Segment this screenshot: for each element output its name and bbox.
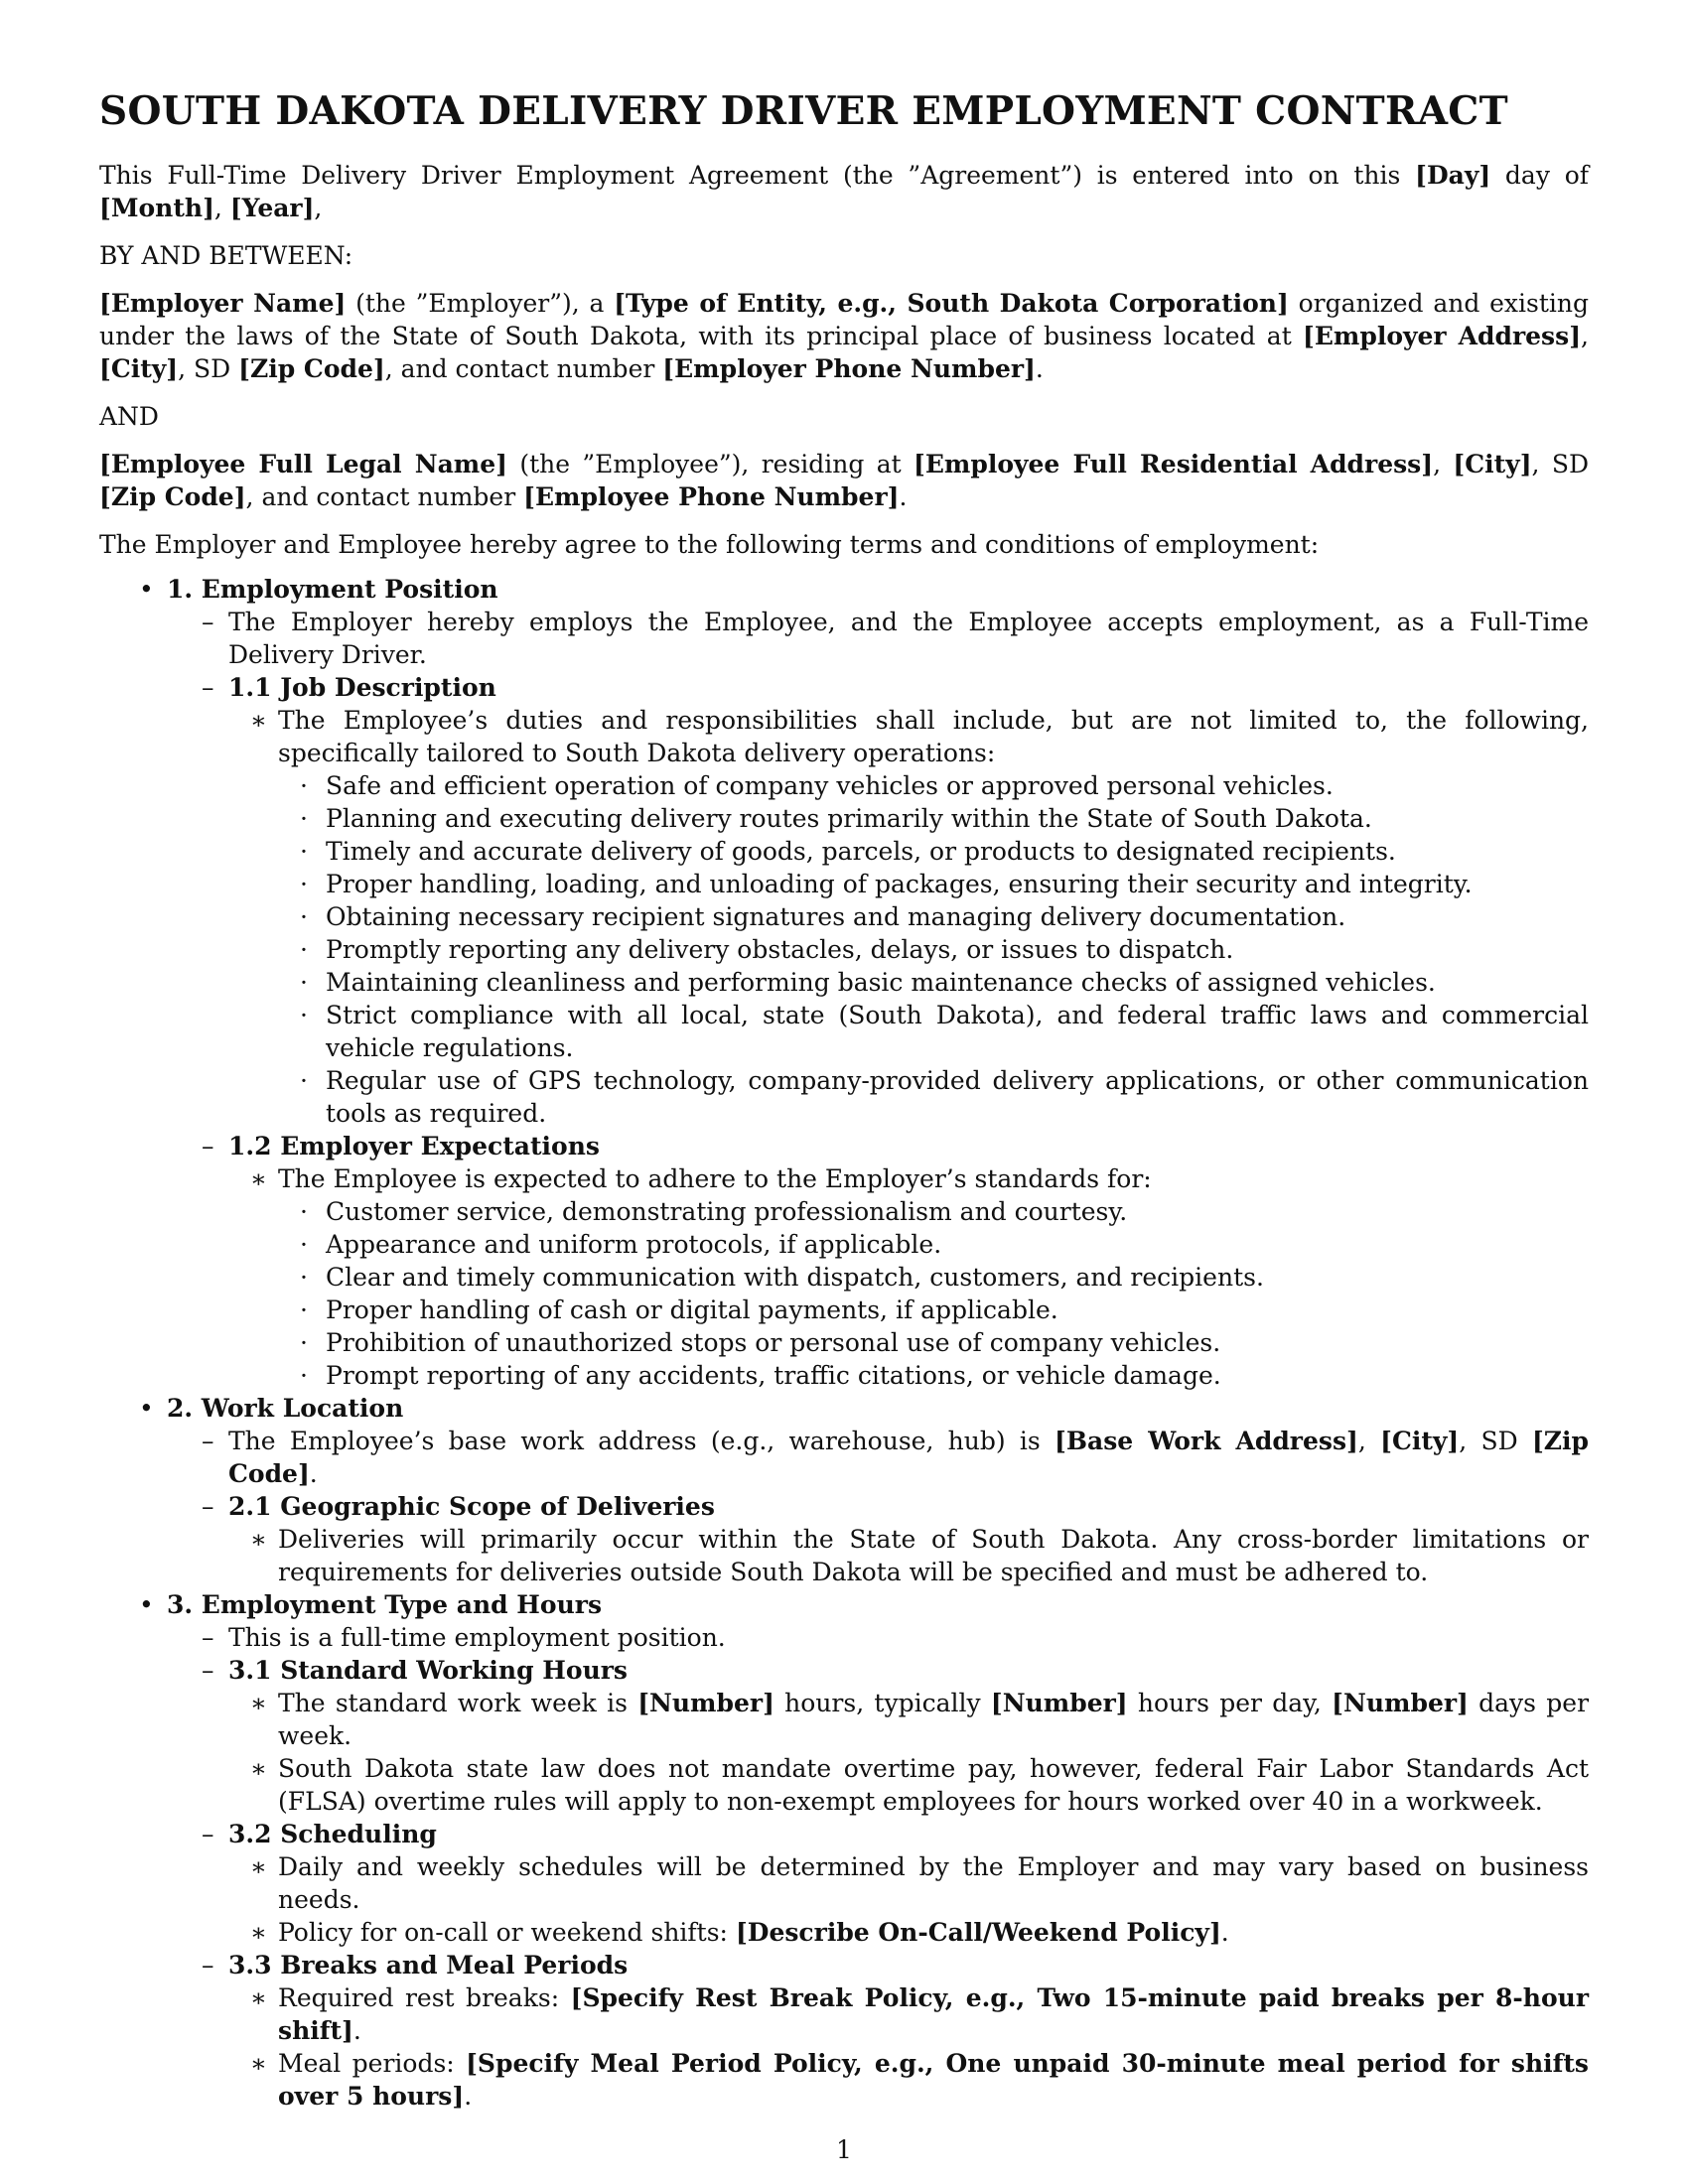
document-title: SOUTH DAKOTA DELIVERY DRIVER EMPLOYMENT CONTRACT bbox=[99, 88, 1508, 134]
list-item: – The Employer hereby employs the Employee, and the Employee accepts employment, as a Full-Time Delivery Driver. bbox=[202, 608, 1589, 669]
document-page bbox=[99, 87, 1589, 2113]
list-item: · Proper handling, loading, and unloading of packages, ensuring their security and integrity. bbox=[300, 870, 1473, 898]
employer-address-placeholder: [Employer Address] bbox=[1303, 322, 1582, 350]
subsection-geographic-scope: – 2.1 Geographic Scope of Deliveries bbox=[202, 1492, 715, 1521]
list-item: · Regular use of GPS technology, company-provided delivery applications, or other communication tools as required. bbox=[300, 1066, 1589, 1128]
list-item: ∗ Required rest breaks: [Specify Rest Break Policy, e.g., Two 15-minute paid breaks per 8-hour shift]. bbox=[250, 1983, 1589, 2045]
section-employment-type-hours bbox=[99, 1588, 1589, 1621]
bullet-marker: • bbox=[139, 1590, 154, 1619]
agreement-statement: The Employer and Employee hereby agree to the following terms and conditions of employment: bbox=[99, 530, 1320, 559]
list-item: · Safe and efficient operation of company vehicles or approved personal vehicles. bbox=[300, 771, 1334, 800]
employee-zip-placeholder: [Zip Code] bbox=[99, 482, 246, 511]
employer-phone-placeholder: [Employer Phone Number] bbox=[662, 354, 1036, 383]
section-heading: 1. Employment Position bbox=[167, 575, 498, 604]
list-item: ∗ Daily and weekly schedules will be determined by the Employer and may vary based on business needs. bbox=[250, 1852, 1589, 1914]
day-placeholder: [Day] bbox=[1415, 161, 1491, 190]
list-item: · Obtaining necessary recipient signatures and managing delivery documentation. bbox=[300, 902, 1346, 931]
employee-address-placeholder: [Employee Full Residential Address] bbox=[914, 450, 1434, 478]
section-heading: 3. Employment Type and Hours bbox=[167, 1590, 603, 1619]
list-item: ∗ The Employee is expected to adhere to the Employer’s standards for: bbox=[250, 1164, 1152, 1193]
employer-city-placeholder: [City] bbox=[99, 354, 179, 383]
list-item: · Appearance and uniform protocols, if applicable. bbox=[300, 1230, 942, 1259]
intro-paragraph: This Full-Time Delivery Driver Employment Agreement (the ”Agreement”) is entered into on this [Day] day of [Month], [Year], bbox=[99, 161, 1590, 222]
subsection-job-description: – 1.1 Job Description bbox=[202, 673, 496, 702]
list-item: ∗ Policy for on-call or weekend shifts: [Describe On-Call/Weekend Policy]. bbox=[250, 1918, 1229, 1947]
employer-paragraph: [Employer Name] (the ”Employer”), a [Type of Entity, e.g., South Dakota Corporation] organized and existing under the laws of the State of South Dakota, with its principal place of business located at [Employer Address], [City], SD [Zip Code], and contact number [Employer Phone Number]. bbox=[99, 289, 1589, 383]
employee-city-placeholder: [City] bbox=[1453, 450, 1532, 478]
subsection-scheduling: – 3.2 Scheduling bbox=[202, 1820, 437, 1848]
subsection-employer-expectations: – 1.2 Employer Expectations bbox=[202, 1132, 600, 1160]
list-item: ∗ South Dakota state law does not mandate overtime pay, however, federal Fair Labor Standards Act (FLSA) overtime rules will apply to non-exempt employees for hours worked over 40 in a workweek. bbox=[250, 1754, 1589, 1816]
work-zip-placeholder: [Zip Code] bbox=[228, 1427, 1589, 1488]
list-item: · Strict compliance with all local, state (South Dakota), and federal traffic laws and commercial vehicle regulations. bbox=[300, 1001, 1589, 1062]
subsection-breaks-meal-periods: – 3.3 Breaks and Meal Periods bbox=[202, 1951, 629, 1979]
employee-phone-placeholder: [Employee Phone Number] bbox=[523, 482, 900, 511]
on-call-policy-placeholder: [Describe On-Call/Weekend Policy] bbox=[735, 1918, 1221, 1947]
bullet-marker: • bbox=[139, 575, 154, 604]
employer-zip-placeholder: [Zip Code] bbox=[238, 354, 385, 383]
number-placeholder: [Number] bbox=[637, 1689, 774, 1717]
list-item: ∗ Meal periods: [Specify Meal Period Policy, e.g., One unpaid 30-minute meal period for shifts over 5 hours]. bbox=[250, 2049, 1589, 2111]
number-placeholder: [Number] bbox=[990, 1689, 1128, 1717]
number-placeholder: [Number] bbox=[1332, 1689, 1469, 1717]
list-item: ∗ The standard work week is [Number] hours, typically [Number] hours per day, [Number] days per week. bbox=[250, 1689, 1590, 1750]
list-item: · Prohibition of unauthorized stops or personal use of company vehicles. bbox=[300, 1328, 1221, 1357]
rest-break-policy-placeholder: [Specify Rest Break Policy, e.g., Two 15-minute paid breaks per 8-hour shift] bbox=[278, 1983, 1589, 2045]
list-item: · Clear and timely communication with dispatch, customers, and recipients. bbox=[300, 1263, 1264, 1292]
employee-paragraph: [Employee Full Legal Name] (the ”Employee”), residing at [Employee Full Residential Address], [City], SD [Zip Code], and contact number [Employee Phone Number]. bbox=[99, 450, 1589, 511]
sections-list bbox=[99, 573, 1589, 2113]
page-number: 1 bbox=[836, 2135, 852, 2164]
list-item: – This is a full-time employment position. bbox=[202, 1623, 726, 1652]
meal-period-policy-placeholder: [Specify Meal Period Policy, e.g., One unpaid 30-minute meal period for shifts over 5 hours] bbox=[278, 2049, 1589, 2111]
subsection-standard-working-hours: – 3.1 Standard Working Hours bbox=[202, 1656, 628, 1685]
list-item: · Timely and accurate delivery of goods, parcels, or products to designated recipients. bbox=[300, 837, 1396, 866]
list-item: · Planning and executing delivery routes primarily within the State of South Dakota. bbox=[300, 804, 1372, 833]
list-item: ∗ The Employee’s duties and responsibilities shall include, but are not limited to, the following, specifically tailored to South Dakota delivery operations: bbox=[250, 706, 1589, 767]
section-work-location bbox=[99, 1392, 1589, 1425]
list-item: · Promptly reporting any delivery obstacles, delays, or issues to dispatch. bbox=[300, 935, 1234, 964]
employee-name-placeholder: [Employee Full Legal Name] bbox=[99, 450, 507, 478]
bullet-marker: • bbox=[139, 1394, 154, 1423]
section-heading: 2. Work Location bbox=[167, 1394, 404, 1423]
list-item: · Prompt reporting of any accidents, traffic citations, or vehicle damage. bbox=[300, 1361, 1221, 1390]
base-work-address-placeholder: [Base Work Address] bbox=[1055, 1427, 1358, 1455]
employer-name-placeholder: [Employer Name] bbox=[99, 289, 347, 318]
list-item: · Maintaining cleanliness and performing basic maintenance checks of assigned vehicles. bbox=[300, 968, 1436, 997]
month-placeholder: [Month] bbox=[99, 194, 214, 222]
between-label: BY AND BETWEEN: bbox=[99, 241, 353, 270]
list-item: · Customer service, demonstrating professionalism and courtesy. bbox=[300, 1197, 1128, 1226]
list-item: – The Employee’s base work address (e.g., warehouse, hub) is [Base Work Address], [City], SD [Zip Code]. bbox=[202, 1427, 1589, 1488]
entity-type-placeholder: [Type of Entity, e.g., South Dakota Corporation] bbox=[614, 289, 1289, 318]
section-employment-position bbox=[99, 573, 1589, 606]
list-item: ∗ Deliveries will primarily occur within the State of South Dakota. Any cross-border limitations or requirements for deliveries outside South Dakota will be specified and must be adhered to. bbox=[250, 1525, 1589, 1586]
work-city-placeholder: [City] bbox=[1380, 1427, 1460, 1455]
year-placeholder: [Year] bbox=[229, 194, 315, 222]
list-item: · Proper handling of cash or digital payments, if applicable. bbox=[300, 1296, 1058, 1324]
and-label: AND bbox=[99, 402, 159, 431]
